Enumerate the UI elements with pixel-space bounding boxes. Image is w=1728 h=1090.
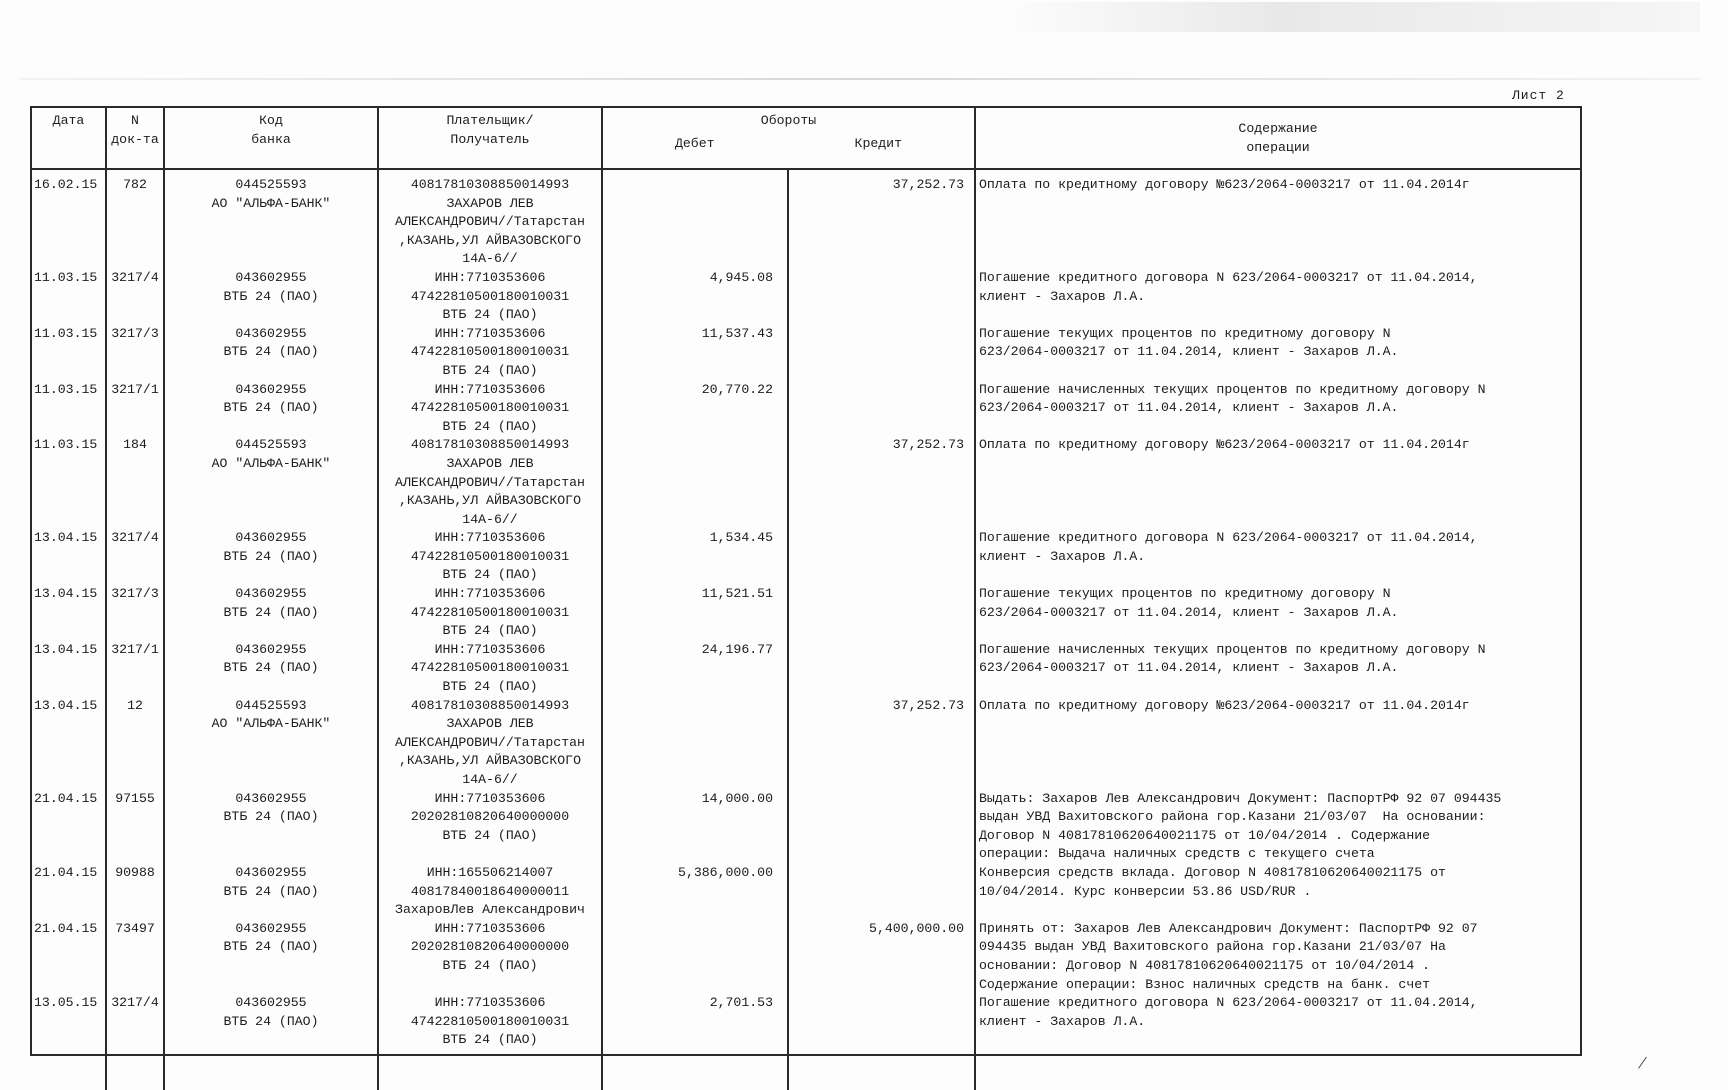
cell-debit: 24,196.77 [602,641,788,697]
cell-credit [788,381,975,437]
cell-doc-number: 3217/4 [106,529,164,585]
cell-debit [602,920,788,994]
cell-credit [788,864,975,920]
cell-bank-code: 043602955 ВТБ 24 (ПАО) [164,325,378,381]
cell-debit: 1,534.45 [602,529,788,585]
header-debit: Дебет [674,135,715,151]
table-row [32,381,1580,437]
cell-doc-number: 184 [106,436,164,529]
cell-date: 13.05.15 [32,994,106,1050]
cell-description: Погашение кредитного договора N 623/2064-0003217 от 11.04.2014, клиент - Захаров Л.А. [979,269,1478,304]
cell-description: Выдать: Захаров Лев Александрович Документ: ПаспортРФ 92 07 094435 выдан УВД Вахитовского района гор.Казани 21/03/07 На основании: Договор N 40817810620640021175 от 10/04/2014 . Содержание операции: Выдача наличных средств с текущего счета [979,790,1502,862]
header-bank-code: Код банка [164,108,378,169]
cell-debit: 5,386,000.00 [602,864,788,920]
cell-doc-number: 12 [106,697,164,790]
table-row [32,641,1580,697]
cell-bank-code: 044525593 АО "АЛЬФА-БАНК" [164,697,378,790]
cell-bank-code: 043602955 ВТБ 24 (ПАО) [164,790,378,864]
cell-debit: 14,000.00 [602,790,788,864]
cell-payer-recipient: 40817810308850014993 ЗАХАРОВ ЛЕВ АЛЕКСАНДРОВИЧ//Татарстан ,КАЗАНЬ,УЛ АЙВАЗОВСКОГО 14А-6// [378,436,602,529]
cell-bank-code: 044525593 АО "АЛЬФА-БАНК" [164,176,378,269]
cell-payer-recipient: ИНН:7710353606 47422810500180010031 ВТБ 24 (ПАО) [378,641,602,697]
header-turnover: Обороты Дебет Кредит [602,108,975,169]
cell-credit [788,529,975,585]
cell-description: Погашение кредитного договора N 623/2064-0003217 от 11.04.2014, клиент - Захаров Л.А. [979,530,1478,564]
cell-bank-code: 043602955 ВТБ 24 (ПАО) [164,529,378,585]
cell-description: Оплата по кредитному договору №623/2064-0003217 от 11.04.2014г [979,177,1470,192]
cell-doc-number: 90988 [106,864,164,920]
header-date: Дата [32,108,106,169]
cell-payer-recipient: 40817810308850014993 ЗАХАРОВ ЛЕВ АЛЕКСАНДРОВИЧ//Татарстан ,КАЗАНЬ,УЛ АЙВАЗОВСКОГО 14А-6// [378,697,602,790]
cell-payer-recipient: ИНН:7710353606 47422810500180010031 ВТБ 24 (ПАО) [378,381,602,437]
cell-date: 11.03.15 [32,269,106,325]
cell-doc-number: 782 [106,176,164,269]
cell-debit: 4,945.08 [602,269,788,325]
cell-date: 11.03.15 [32,381,106,437]
table-row [32,864,1580,920]
cell-debit: 2,701.53 [602,994,788,1050]
cell-bank-code: 043602955 ВТБ 24 (ПАО) [164,864,378,920]
statement-rows [32,169,1580,1090]
cell-debit [602,697,788,790]
table-row [32,436,1580,529]
cell-payer-recipient: ИНН:165506214007 40817840018640000011 ЗахаровЛев Александрович [378,864,602,920]
cell-description: Принять от: Захаров Лев Александрович Документ: ПаспортРФ 92 07 094435 выдан УВД Вахитовского района гор.Казани 21/03/07 На основании: Договор N 40817810620640021175 от 10/04/2014 . Содержание операции: Взнос наличных средств на банк. счет [979,920,1478,992]
cell-date: 13.04.15 [32,585,106,641]
table-row [32,697,1580,790]
cell-date: 13.04.15 [32,641,106,697]
cell-payer-recipient: ИНН:7710353606 47422810500180010031 ВТБ 24 (ПАО) [378,529,602,585]
cell-description: Погашение кредитного договора N 623/2064-0003217 от 11.04.2014, клиент - Захаров Л.А. [979,995,1478,1029]
table-row [32,994,1580,1050]
cell-credit [788,325,975,381]
cell-bank-code: 043602955 ВТБ 24 (ПАО) [164,381,378,437]
sheet-number: Лист 2 [1512,88,1565,103]
cell-credit: 5,400,000.00 [788,920,975,994]
cell-debit [602,176,788,269]
cell-bank-code: 043602955 ВТБ 24 (ПАО) [164,269,378,325]
cell-credit [788,790,975,864]
cell-date: 21.04.15 [32,920,106,994]
cell-doc-number: 3217/1 [106,381,164,437]
cell-payer-recipient: ИНН:7710353606 20202810820640000000 ВТБ 24 (ПАО) [378,920,602,994]
table-row [32,176,1580,269]
table-row [32,790,1580,864]
cell-bank-code: 043602955 ВТБ 24 (ПАО) [164,920,378,994]
statement-table-frame [30,106,1582,1056]
cell-description: Оплата по кредитному договору №623/2064-0003217 от 11.04.2014г [979,437,1470,453]
cell-doc-number: 3217/4 [106,269,164,325]
cell-bank-code: 043602955 ВТБ 24 (ПАО) [164,585,378,641]
header-doc-number: N док-та [106,108,164,169]
cell-date: 13.04.15 [32,697,106,790]
cell-credit [788,994,975,1050]
scan-edge-line [20,78,1700,80]
header-description: Содержание операции [975,108,1580,169]
cell-credit [788,641,975,697]
cell-doc-number: 3217/1 [106,641,164,697]
cell-credit: 37,252.73 [788,176,975,269]
cell-date: 16.02.15 [32,176,106,269]
cell-description: Оплата по кредитному договору №623/2064-0003217 от 11.04.2014г [979,697,1470,713]
cell-payer-recipient: ИНН:7710353606 47422810500180010031 ВТБ 24 (ПАО) [378,994,602,1050]
cell-bank-code: 044525593 АО "АЛЬФА-БАНК" [164,436,378,529]
cell-doc-number: 97155 [106,790,164,864]
cell-bank-code: 043602955 ВТБ 24 (ПАО) [164,994,378,1050]
cell-payer-recipient: ИНН:7710353606 47422810500180010031 ВТБ 24 (ПАО) [378,585,602,641]
cell-debit: 11,537.43 [602,325,788,381]
cell-date: 21.04.15 [32,864,106,920]
cell-doc-number: 73497 [106,920,164,994]
cell-date: 21.04.15 [32,790,106,864]
cell-payer-recipient: ИНН:7710353606 20202810820640000000 ВТБ 24 (ПАО) [378,790,602,864]
cell-credit: 37,252.73 [788,697,975,790]
cell-credit [788,585,975,641]
cell-description: Погашение начисленных текущих процентов по кредитному договору N 623/2064-0003217 от 11.04.2014, клиент - Захаров Л.А. [979,381,1486,416]
table-filler-row [32,1050,1580,1090]
cell-credit: 37,252.73 [788,436,975,529]
cell-debit: 11,521.51 [602,585,788,641]
cell-debit: 20,770.22 [602,381,788,437]
cell-description: Погашение текущих процентов по кредитному договору N 623/2064-0003217 от 11.04.2014, клиент - Захаров Л.А. [979,586,1399,620]
cell-payer-recipient: ИНН:7710353606 47422810500180010031 ВТБ 24 (ПАО) [378,269,602,325]
cell-date: 11.03.15 [32,436,106,529]
header-credit: Кредит [854,135,903,151]
cell-credit [788,269,975,325]
table-row [32,585,1580,641]
table-row [32,920,1580,994]
cell-description: Погашение текущих процентов по кредитному договору N 623/2064-0003217 от 11.04.2014, клиент - Захаров Л.А. [979,325,1399,360]
statement-table [32,108,1580,1090]
cell-date: 13.04.15 [32,529,106,585]
cell-doc-number: 3217/3 [106,585,164,641]
cell-date: 11.03.15 [32,325,106,381]
cell-bank-code: 043602955 ВТБ 24 (ПАО) [164,641,378,697]
scan-smudge [1000,2,1700,32]
header-row [32,108,1580,169]
cell-doc-number: 3217/4 [106,994,164,1050]
table-row [32,529,1580,585]
table-row [32,269,1580,325]
pen-mark [1638,1057,1665,1082]
cell-payer-recipient: ИНН:7710353606 47422810500180010031 ВТБ 24 (ПАО) [378,325,602,381]
cell-doc-number: 3217/3 [106,325,164,381]
cell-description: Конверсия средств вклада. Договор N 40817810620640021175 от 10/04/2014. Курс конверсии 53.86 USD/RUR . [979,864,1446,899]
header-payer-recipient: Плательщик/ Получатель [378,108,602,169]
cell-debit [602,436,788,529]
cell-description: Погашение начисленных текущих процентов по кредитному договору N 623/2064-0003217 от 11.04.2014, клиент - Захаров Л.А. [979,641,1486,676]
cell-payer-recipient: 40817810308850014993 ЗАХАРОВ ЛЕВ АЛЕКСАНДРОВИЧ//Татарстан ,КАЗАНЬ,УЛ АЙВАЗОВСКОГО 14А-6// [378,176,602,269]
table-row [32,325,1580,381]
